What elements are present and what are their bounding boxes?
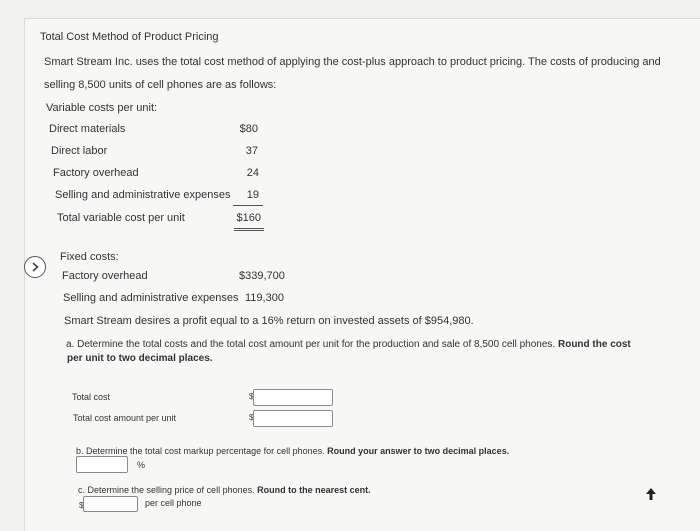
variable-cost-label: Selling and administrative expenses [55, 189, 231, 201]
variable-cost-value: 37 [245, 145, 258, 157]
intro-line-2: selling 8,500 units of cell phones are as follows: [44, 79, 277, 91]
chevron-right-icon[interactable] [24, 256, 46, 278]
profit-statement: Smart Stream desires a profit equal to a 16% return on invested assets of $954,980. [64, 315, 474, 327]
part-a-prompt-cont: per unit to two decimal places. [67, 353, 213, 364]
variable-cost-label: Direct materials [49, 123, 126, 135]
total-cost-input[interactable] [253, 389, 333, 406]
per-unit-label: per cell phone [145, 498, 202, 508]
currency-sign: $ [249, 392, 254, 401]
variable-cost-value: $80 [239, 123, 258, 135]
fixed-cost-value: 119,300 [245, 292, 284, 304]
variable-cost-label: Direct labor [51, 145, 108, 157]
fixed-costs-header: Fixed costs: [60, 251, 119, 263]
variable-cost-total-label: Total variable cost per unit [57, 212, 185, 224]
selling-price-input[interactable] [83, 496, 138, 512]
total-cost-label: Total cost [72, 392, 111, 402]
variable-costs-header: Variable costs per unit: [46, 102, 158, 114]
subtotal-rule [233, 205, 263, 206]
fixed-cost-value: $339,700 [239, 270, 285, 282]
fixed-cost-label: Selling and administrative expenses [63, 292, 239, 304]
cost-per-unit-label: Total cost amount per unit [73, 413, 177, 423]
variable-cost-value: 24 [246, 167, 259, 179]
total-double-rule [234, 228, 264, 231]
page-title: Total Cost Method of Product Pricing [40, 31, 219, 43]
fixed-cost-label: Factory overhead [62, 270, 148, 282]
markup-percentage-input[interactable] [76, 456, 128, 473]
intro-line-1: Smart Stream Inc. uses the total cost method of applying the cost-plus approach to product pricing. The costs of producing and [44, 56, 661, 68]
cost-per-unit-input[interactable] [253, 410, 333, 427]
currency-sign: $ [249, 413, 254, 422]
variable-cost-total-value: $160 [236, 212, 261, 224]
currency-sign: $ [79, 501, 84, 510]
variable-cost-label: Factory overhead [53, 167, 139, 179]
percent-unit: % [137, 460, 146, 470]
part-c-prompt: c. Determine the selling price of cell phones. Round to the nearest cent. [78, 485, 371, 495]
variable-cost-value: 19 [246, 189, 259, 201]
part-b-prompt: b. Determine the total cost markup percentage for cell phones. Round your answer to two decimal places. [76, 446, 510, 456]
mouse-cursor-icon [646, 487, 656, 505]
part-a-prompt: a. Determine the total costs and the total cost amount per unit for the production and sale of 8,500 cell phones. Round the cost [66, 339, 631, 350]
